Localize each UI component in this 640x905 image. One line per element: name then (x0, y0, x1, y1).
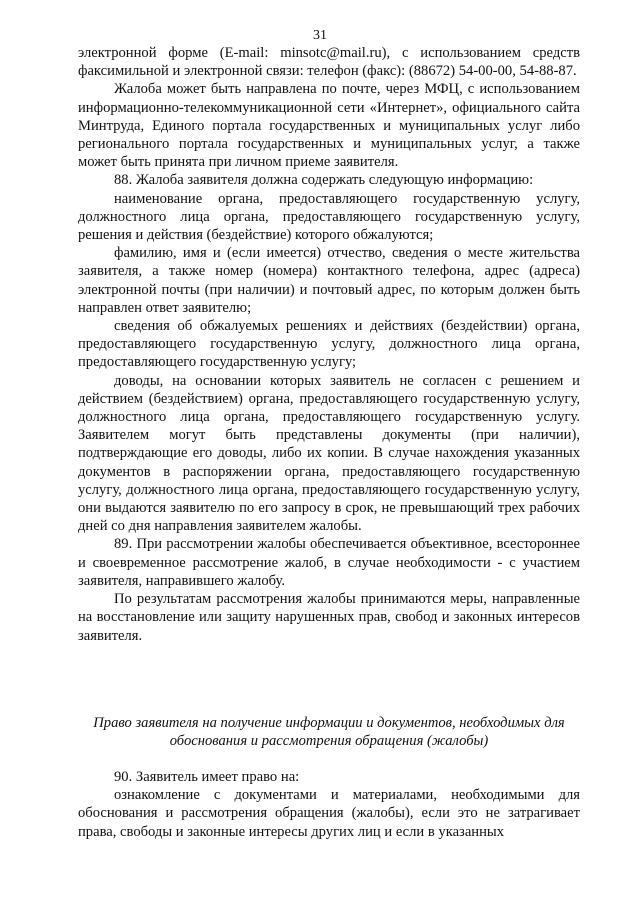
paragraph-90-heading: 90. Заявитель имеет право на: (114, 769, 300, 785)
paragraph-appealed-decisions: сведения об обжалуемых решениях и действиях (бездействии) органа, предоставляющего государственную услугу, должностного лица органа, предоставляющего государственную услугу; (78, 318, 580, 371)
paragraph-email-contacts: электронной форме (E-mail: minsotc@mail.ru), с использованием средств факсимильной и электронной связи: телефон (факс): (88672) 54-00-00, 54-88-87. (78, 45, 580, 80)
paragraph-88-heading: 88. Жалоба заявителя должна содержать следующую информацию: (114, 172, 534, 189)
body-text (78, 44, 580, 645)
paragraph-complaint-channels: Жалоба может быть направлена по почте, через МФЦ, с использованием информационно-телекоммуникационной сети «Интернет», официального сайта Минтруда, Единого портала государственных и муниципальных услуг либо регионального портала государственных и муниципальных услуг, а также может быть принята при личном приеме заявителя. (78, 81, 580, 171)
paragraph-applicant-details: фамилию, имя и (если имеется) отчество, сведения о месте жительства заявителя, а также номер (номера) контактного телефона, адрес (адреса) электронной почты (при наличии) и почтовый адрес, по которым должен быть направлен ответ заявителю; (78, 245, 580, 316)
paragraph-familiarization: ознакомление с документами и материалами, необходимыми для обоснования и рассмотрения обращения (жалобы), если это не затрагивает права, свободы и законные интересы других лиц и если в указанных (78, 787, 580, 840)
paragraph-review-results: По результатам рассмотрения жалобы принимаются меры, направленные на восстановление или защиту нарушенных прав, свобод и законных интересов заявителя. (78, 591, 580, 644)
page-number: 31 (313, 28, 327, 43)
paragraph-body-name: наименование органа, предоставляющего государственную услугу, должностного лица органа, предоставляющего государственную услугу, решения и действия (бездействие) которого обжалуются; (78, 190, 580, 244)
section-heading: Право заявителя на получение информации и документов, необходимых для обоснования и рассмотрения обращения (жалобы) (93, 715, 565, 750)
tail-text (78, 768, 580, 841)
paragraph-89-review: 89. При рассмотрении жалобы обеспечивается объективное, всестороннее и своевременное рассмотрение жалоб, в случае необходимости - с участием заявителя, направившего жалобу. (78, 536, 580, 589)
paragraph-arguments: доводы, на основании которых заявитель не согласен с решением и действием (бездействием) органа, предоставляющего государственную услугу, должностного лица органа, предоставляющего государственную услугу. Заявителем могут быть представлены документы (при наличии), подтверждающие его доводы, либо их копии. В случае нахождения указанных документов в распоряжении органа, предоставляющего государственную услугу, должностного лица органа, предоставляющего государственную услугу, они выдаются заявителю по его запросу в срок, не превышающий трех рабочих дней со дня направления заявителем жалобы. (78, 372, 580, 535)
